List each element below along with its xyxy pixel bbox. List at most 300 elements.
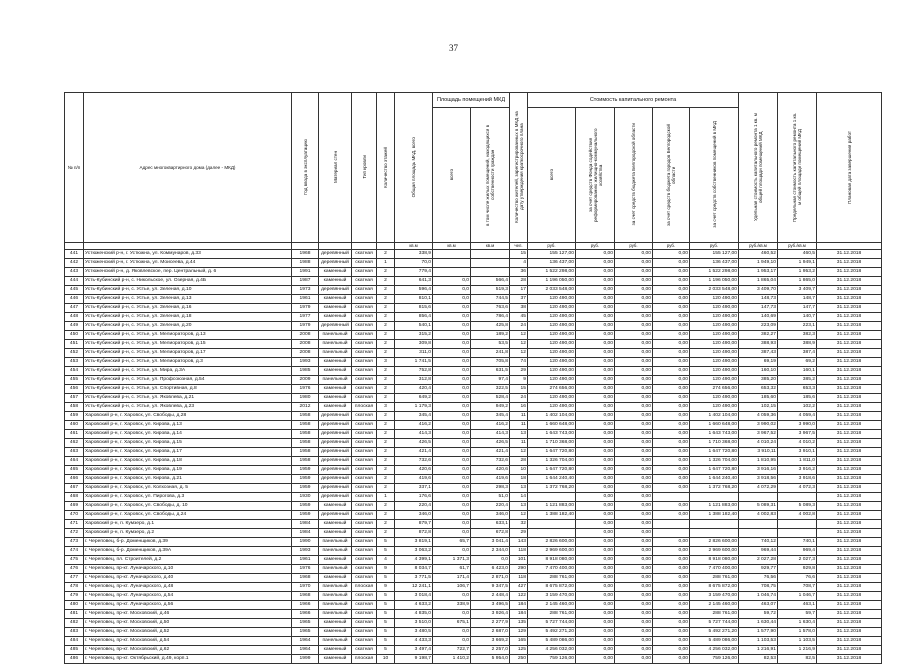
table-cell: каменный [319,385,352,394]
table-cell: 0,00 [615,439,653,448]
table-cell: 763,6 [471,304,510,313]
table-cell: 15 [510,385,528,394]
table-cell: Харовский р-н, г. Харовск, ул. Кирова, д.17 [84,448,292,457]
table-cell: 0,0 [471,556,510,565]
table-cell: 5 [377,592,395,601]
table-row [65,349,882,358]
table-cell: 31.12.2018 [817,376,882,385]
table-cell: 129 [510,628,528,637]
table-cell: 5 [377,628,395,637]
table-cell: 12 [510,340,528,349]
table-cell: 14 [510,493,528,502]
table-cell: скатная [352,646,377,655]
table-cell: 456 [65,385,84,394]
table-cell: 31.12.2018 [817,628,882,637]
table-cell: скатная [352,421,377,430]
table-cell: 1 216,91 [739,646,778,655]
table-cell: 1959 [292,475,319,484]
table-cell: 450 [65,331,84,340]
table-cell: 759 126,00 [690,655,739,664]
table-cell: 1968 [292,592,319,601]
table-cell: 1990 [292,538,319,547]
table-cell: 0,00 [615,610,653,619]
table-cell: скатная [352,511,377,520]
table-cell: 2 [377,376,395,385]
table-cell: 2 [377,529,395,538]
table-cell: скатная [352,394,377,403]
table-cell: 1979 [292,304,319,313]
col-header-unit-cost: Удельная стоимость капитального ремонта 1 кв. м общей площади помещений МКД [739,93,778,243]
table-cell: 12 [510,331,528,340]
table-cell: каменный [319,304,352,313]
table-cell: деревянный [319,412,352,421]
table-cell: 478 [65,583,84,592]
table-cell: 0,00 [615,367,653,376]
table-cell: г. Череповец, пл. Строителей, д.2 [84,556,292,565]
table-cell: каменный [319,268,352,277]
table-cell: 1 647 720,80 [690,448,739,457]
table-cell: 453 [65,358,84,367]
table-cell: 0,00 [615,655,653,664]
table-cell: 0,00 [576,331,615,340]
table-cell: 2 [377,520,395,529]
table-cell: 0,00 [653,250,690,259]
table-cell: скатная [352,331,377,340]
table-cell: 120 490,00 [528,304,576,313]
table-cell: 2 [377,385,395,394]
table-cell: 31.12.2018 [817,259,882,268]
table-cell: 3 916,16 [739,466,778,475]
table-cell: 5 [377,547,395,556]
unit-cell: руб./кв.м [778,243,817,250]
table-cell: 0,00 [615,457,653,466]
table-cell: 8 918 080,00 [528,556,576,565]
table-cell: 2 344,0 [471,547,510,556]
table-cell: 0,00 [653,574,690,583]
table-cell: 4 010,2 [778,439,817,448]
table-cell: скатная [352,430,377,439]
table-cell [739,493,778,502]
table-cell: 1993 [292,547,319,556]
table-cell: 136 437,00 [690,259,739,268]
table-cell: 82,53 [739,655,778,664]
table-row [65,457,882,466]
table-cell: Харовский р-н, г. Харовск, ул. Свободы, д.24 [84,511,292,520]
table-cell: 31.12.2018 [817,412,882,421]
table-cell: 425,8 [471,322,510,331]
table-cell: 185,6 [778,394,817,403]
table-cell: 2 [377,322,395,331]
table-cell: 76,56 [739,574,778,583]
table-cell: 929,77 [739,565,778,574]
col-group-cost: Стоимость капитального ремонта [528,93,739,108]
table-cell: Усть-Кубинский р-н, с. Никольское, ул. Озерная, д.4Б [84,277,292,286]
table-cell: скатная [352,556,377,565]
table-cell: 0,00 [576,574,615,583]
table-cell: 0,0 [433,331,471,340]
table-cell: 1965 [292,628,319,637]
table-cell: 0,00 [576,268,615,277]
table-cell: 0,00 [653,367,690,376]
table-row [65,484,882,493]
table-cell: Усть-Кубинский р-н, с. Устье, ул. Зеленая, д.18 [84,313,292,322]
table-cell: 468 [65,493,84,502]
table-cell: 0,0 [433,277,471,286]
table-cell: 0,00 [653,439,690,448]
table-cell: 3 916,2 [778,466,817,475]
table-cell: 0,0 [433,367,471,376]
table-cell: 8 034,7 [395,565,433,574]
table-cell: 0,0 [433,529,471,538]
table-cell: 2012 [292,403,319,412]
table-cell: 0,00 [576,502,615,511]
table-cell: 0,00 [576,493,615,502]
table-cell: 5 [377,619,395,628]
table-cell: 0,00 [615,295,653,304]
table-cell: скатная [352,286,377,295]
table-cell: 7 470 400,00 [690,565,739,574]
table-cell: 2 [377,367,395,376]
table-cell: Харовский р-н, г. Харовск, ул. Колхозная, д. 5 [84,484,292,493]
table-cell: 0,00 [653,457,690,466]
table-cell: 4 002,83 [739,511,778,520]
table-cell: 0,00 [653,403,690,412]
table-cell: 0,00 [615,529,653,538]
table-cell: каменный [319,394,352,403]
table-row [65,601,882,610]
table-row [65,610,882,619]
table-cell: деревянный [319,430,352,439]
table-cell: 0,00 [615,340,653,349]
table-cell: 385,20 [739,376,778,385]
table-cell: 0,00 [576,646,615,655]
table-cell: 2 [377,475,395,484]
table-cell: 0,00 [615,547,653,556]
table-cell: 5 489 086,00 [528,637,576,646]
table-cell: 1976 [292,385,319,394]
table-cell: 463 [65,448,84,457]
table-cell: 452 [65,349,84,358]
table-cell: 471 [65,520,84,529]
table-row [65,538,882,547]
table-cell: 82,5 [778,655,817,664]
table-cell: 9 198,7 [395,655,433,664]
table-cell: 120 490,00 [528,349,576,358]
table-cell: панельный [319,583,352,592]
table-cell: 457 [65,394,84,403]
table-cell: 1 [377,493,395,502]
table-cell: скатная [352,547,377,556]
table-cell: 2 027,28 [739,556,778,565]
table-cell: 4 010,24 [739,439,778,448]
table-cell: 0,00 [653,565,690,574]
table-cell: 6 423,0 [471,565,510,574]
table-cell: 477 [65,574,84,583]
table-cell: 0,00 [576,430,615,439]
table-cell: 31.12.2018 [817,520,882,529]
table-cell: 31.12.2018 [817,457,882,466]
table-cell: 31.12.2018 [817,646,882,655]
table-cell: 0,00 [615,412,653,421]
table-cell: 3 669,2 [471,637,510,646]
table-cell: 9 [377,565,395,574]
table-cell: 810,1 [395,295,433,304]
table-cell: 3 819,1 [395,538,433,547]
table-cell: 1 647 720,80 [528,448,576,457]
table-row [65,421,882,430]
table-cell: скатная [352,349,377,358]
table-cell: 11 [510,421,528,430]
table-cell: 466 [65,475,84,484]
table-cell: каменный [319,403,352,412]
table-cell: 419,6 [471,475,510,484]
table-cell: 69,19 [739,358,778,367]
table-cell: 441 [65,250,84,259]
table-cell [528,493,576,502]
table-cell: 1 865,04 [739,277,778,286]
table-cell: 223,1 [778,322,817,331]
table-cell: 0,00 [576,475,615,484]
table-cell: 3 910,11 [739,448,778,457]
table-cell: 540,1 [395,322,433,331]
table-cell: каменный [319,646,352,655]
table-cell: 5 089,31 [739,502,778,511]
table-row [65,439,882,448]
table-cell: 0,00 [653,619,690,628]
table-cell: 120 490,00 [528,331,576,340]
table-cell: 97,4 [471,376,510,385]
table-cell: 31.12.2018 [817,439,882,448]
table-cell: 31.12.2018 [817,574,882,583]
table-row [65,502,882,511]
table-cell: 0,0 [433,637,471,646]
table-cell: 120 490,00 [528,367,576,376]
table-cell: 480 [65,601,84,610]
table-cell: 0,00 [615,592,653,601]
table-cell: каменный [319,358,352,367]
unit-cell [84,243,292,250]
table-cell: 5 [377,574,395,583]
table-cell: 135 [510,619,528,628]
table-cell: 9 [377,583,395,592]
table-cell: 101 [510,556,528,565]
table-cell: 0,00 [615,538,653,547]
table-cell: 0,00 [653,385,690,394]
table-cell: г. Череповец, б-р. Доменщиков, д.39 [84,538,292,547]
table-cell: 653,32 [739,385,778,394]
table-cell: 463,07 [739,601,778,610]
table-row [65,259,882,268]
table-cell: 288 761,00 [528,574,576,583]
table-cell: 147,73 [739,304,778,313]
unit-cell [65,243,84,250]
table-cell: 0,00 [653,628,690,637]
unit-cell: руб. [576,243,615,250]
table-cell: 0,0 [433,466,471,475]
table-cell: 0,00 [615,286,653,295]
table-cell: 322,5 [471,385,510,394]
table-cell: 2 145 460,00 [690,601,739,610]
table-cell: плоская [352,403,377,412]
table-cell: деревянный [319,250,352,259]
table-cell: 4 059,4 [778,412,817,421]
table-cell: скатная [352,412,377,421]
table-cell: 31.12.2018 [817,529,882,538]
table-cell: 2 [377,412,395,421]
table-cell: 1 810,95 [739,457,778,466]
table-cell: 140,7 [778,313,817,322]
table-cell: 483 [65,628,84,637]
table-cell: 120 490,00 [690,331,739,340]
table-cell: 0,00 [653,268,690,277]
table-cell: скатная [352,457,377,466]
table-cell: 382,3 [778,331,817,340]
table-cell: 414,3 [395,430,433,439]
unit-cell: руб. [615,243,653,250]
table-cell: 2 257,0 [471,646,510,655]
table-cell: 3 967,52 [739,430,778,439]
table-cell: 0,00 [615,250,653,259]
table-cell: 31.12.2018 [817,304,882,313]
col-header-year: Год ввода в эксплуатацию [292,93,319,243]
table-cell: 732,6 [395,457,433,466]
table-cell: 786,4 [471,313,510,322]
table-cell [653,529,690,538]
table-cell: 1984 [292,520,319,529]
table-cell: 485 [65,646,84,655]
table-cell: 1993 [292,358,319,367]
table-cell: 4 [377,556,395,565]
table-cell: 722,7 [433,646,471,655]
unit-cell [377,243,395,250]
table-cell: 31.12.2018 [817,511,882,520]
table-cell: 631,5 [471,367,510,376]
table-cell: 59,72 [739,610,778,619]
table-cell: 5 [377,646,395,655]
table-cell: 1 660 648,00 [528,421,576,430]
table-cell: 288 761,00 [690,574,739,583]
table-cell: 0,00 [615,502,653,511]
table-cell: 184 [510,610,528,619]
table-cell: 759 126,00 [528,655,576,664]
table-cell: 427 [510,583,528,592]
table-cell: 0,00 [653,484,690,493]
table-cell: 4 072,3 [778,484,817,493]
table-cell: 0,00 [653,637,690,646]
table-cell: панельный [319,592,352,601]
table-cell: 2 277,9 [471,619,510,628]
table-cell: 2 448,4 [471,592,510,601]
table-cell: 879,7 [395,520,433,529]
table-cell: 346,0 [471,511,510,520]
table-cell: панельный [319,340,352,349]
table-cell: 12 [510,511,528,520]
table-cell: 29 [510,529,528,538]
table-cell: 59,7 [778,610,817,619]
table-cell: 0,00 [576,349,615,358]
table-cell: 185,60 [739,394,778,403]
table-cell: скатная [352,619,377,628]
table-cell: 0,00 [576,448,615,457]
table-cell: 0,0 [433,475,471,484]
table-cell: каменный [319,628,352,637]
table-cell: скатная [352,277,377,286]
table-cell: скатная [352,313,377,322]
table-cell: 675,1 [433,619,471,628]
table-cell: 0,00 [576,610,615,619]
table-cell: 566,4 [471,277,510,286]
table-cell: 0,00 [576,529,615,538]
table-cell: 0,00 [653,421,690,430]
table-cell: 1958 [292,457,319,466]
table-cell: 0,00 [615,583,653,592]
table-cell: 1 179,3 [395,403,433,412]
table-cell: деревянный [319,466,352,475]
table-cell: 1 410,2 [433,655,471,664]
table-cell: 0,00 [653,376,690,385]
table-cell: 0,0 [433,295,471,304]
table-row [65,556,882,565]
table-cell: 155 127,00 [690,250,739,259]
table-cell: 0,00 [576,412,615,421]
table-cell: 387,4 [778,349,817,358]
table-cell: 1 710 368,00 [528,439,576,448]
table-cell: 3 159 470,00 [528,592,576,601]
table-cell: 0,00 [653,304,690,313]
table-cell: скатная [352,529,377,538]
table-cell: 1 371,3 [433,556,471,565]
table-cell: 0,00 [615,385,653,394]
table-cell: 388,93 [739,340,778,349]
table-cell: 31.12.2018 [817,610,882,619]
table-cell: 2 [377,511,395,520]
table-cell: 106,7 [433,583,471,592]
table-cell: 311,0 [395,349,433,358]
table-cell: каменный [319,529,352,538]
table-cell: скатная [352,367,377,376]
table-cell: 596,4 [395,286,433,295]
table-cell: скатная [352,475,377,484]
table-row [65,277,882,286]
table-cell: 0,0 [433,322,471,331]
table-cell: 472 [65,529,84,538]
table-cell: 1 865,0 [778,277,817,286]
table-cell: 382,27 [739,331,778,340]
table-row [65,475,882,484]
table-cell: 1991 [292,268,319,277]
table-row [65,412,882,421]
table-cell: 241,8 [471,349,510,358]
table-cell: 3 159 470,00 [690,592,739,601]
table-row [65,592,882,601]
table-cell: 462 [65,439,84,448]
table-cell: 0,00 [576,439,615,448]
table-cell: панельный [319,331,352,340]
table-cell: 171,4 [433,574,471,583]
table-cell: 0,0 [433,547,471,556]
table-cell: 1961 [292,295,319,304]
table-cell: 31.12.2018 [817,403,882,412]
table-cell: скатная [352,466,377,475]
table-cell: Усть-Кубинский р-н, с. Устье, ул. Мелиораторов, д.3 [84,358,292,367]
table-cell: каменный [319,295,352,304]
table-cell: скатная [352,358,377,367]
table-cell: 0,00 [576,538,615,547]
table-cell: 315,2 [395,331,433,340]
table-cell: 1 949,1 [778,259,817,268]
table-cell: 2 [377,331,395,340]
table-cell: 2 [377,304,395,313]
